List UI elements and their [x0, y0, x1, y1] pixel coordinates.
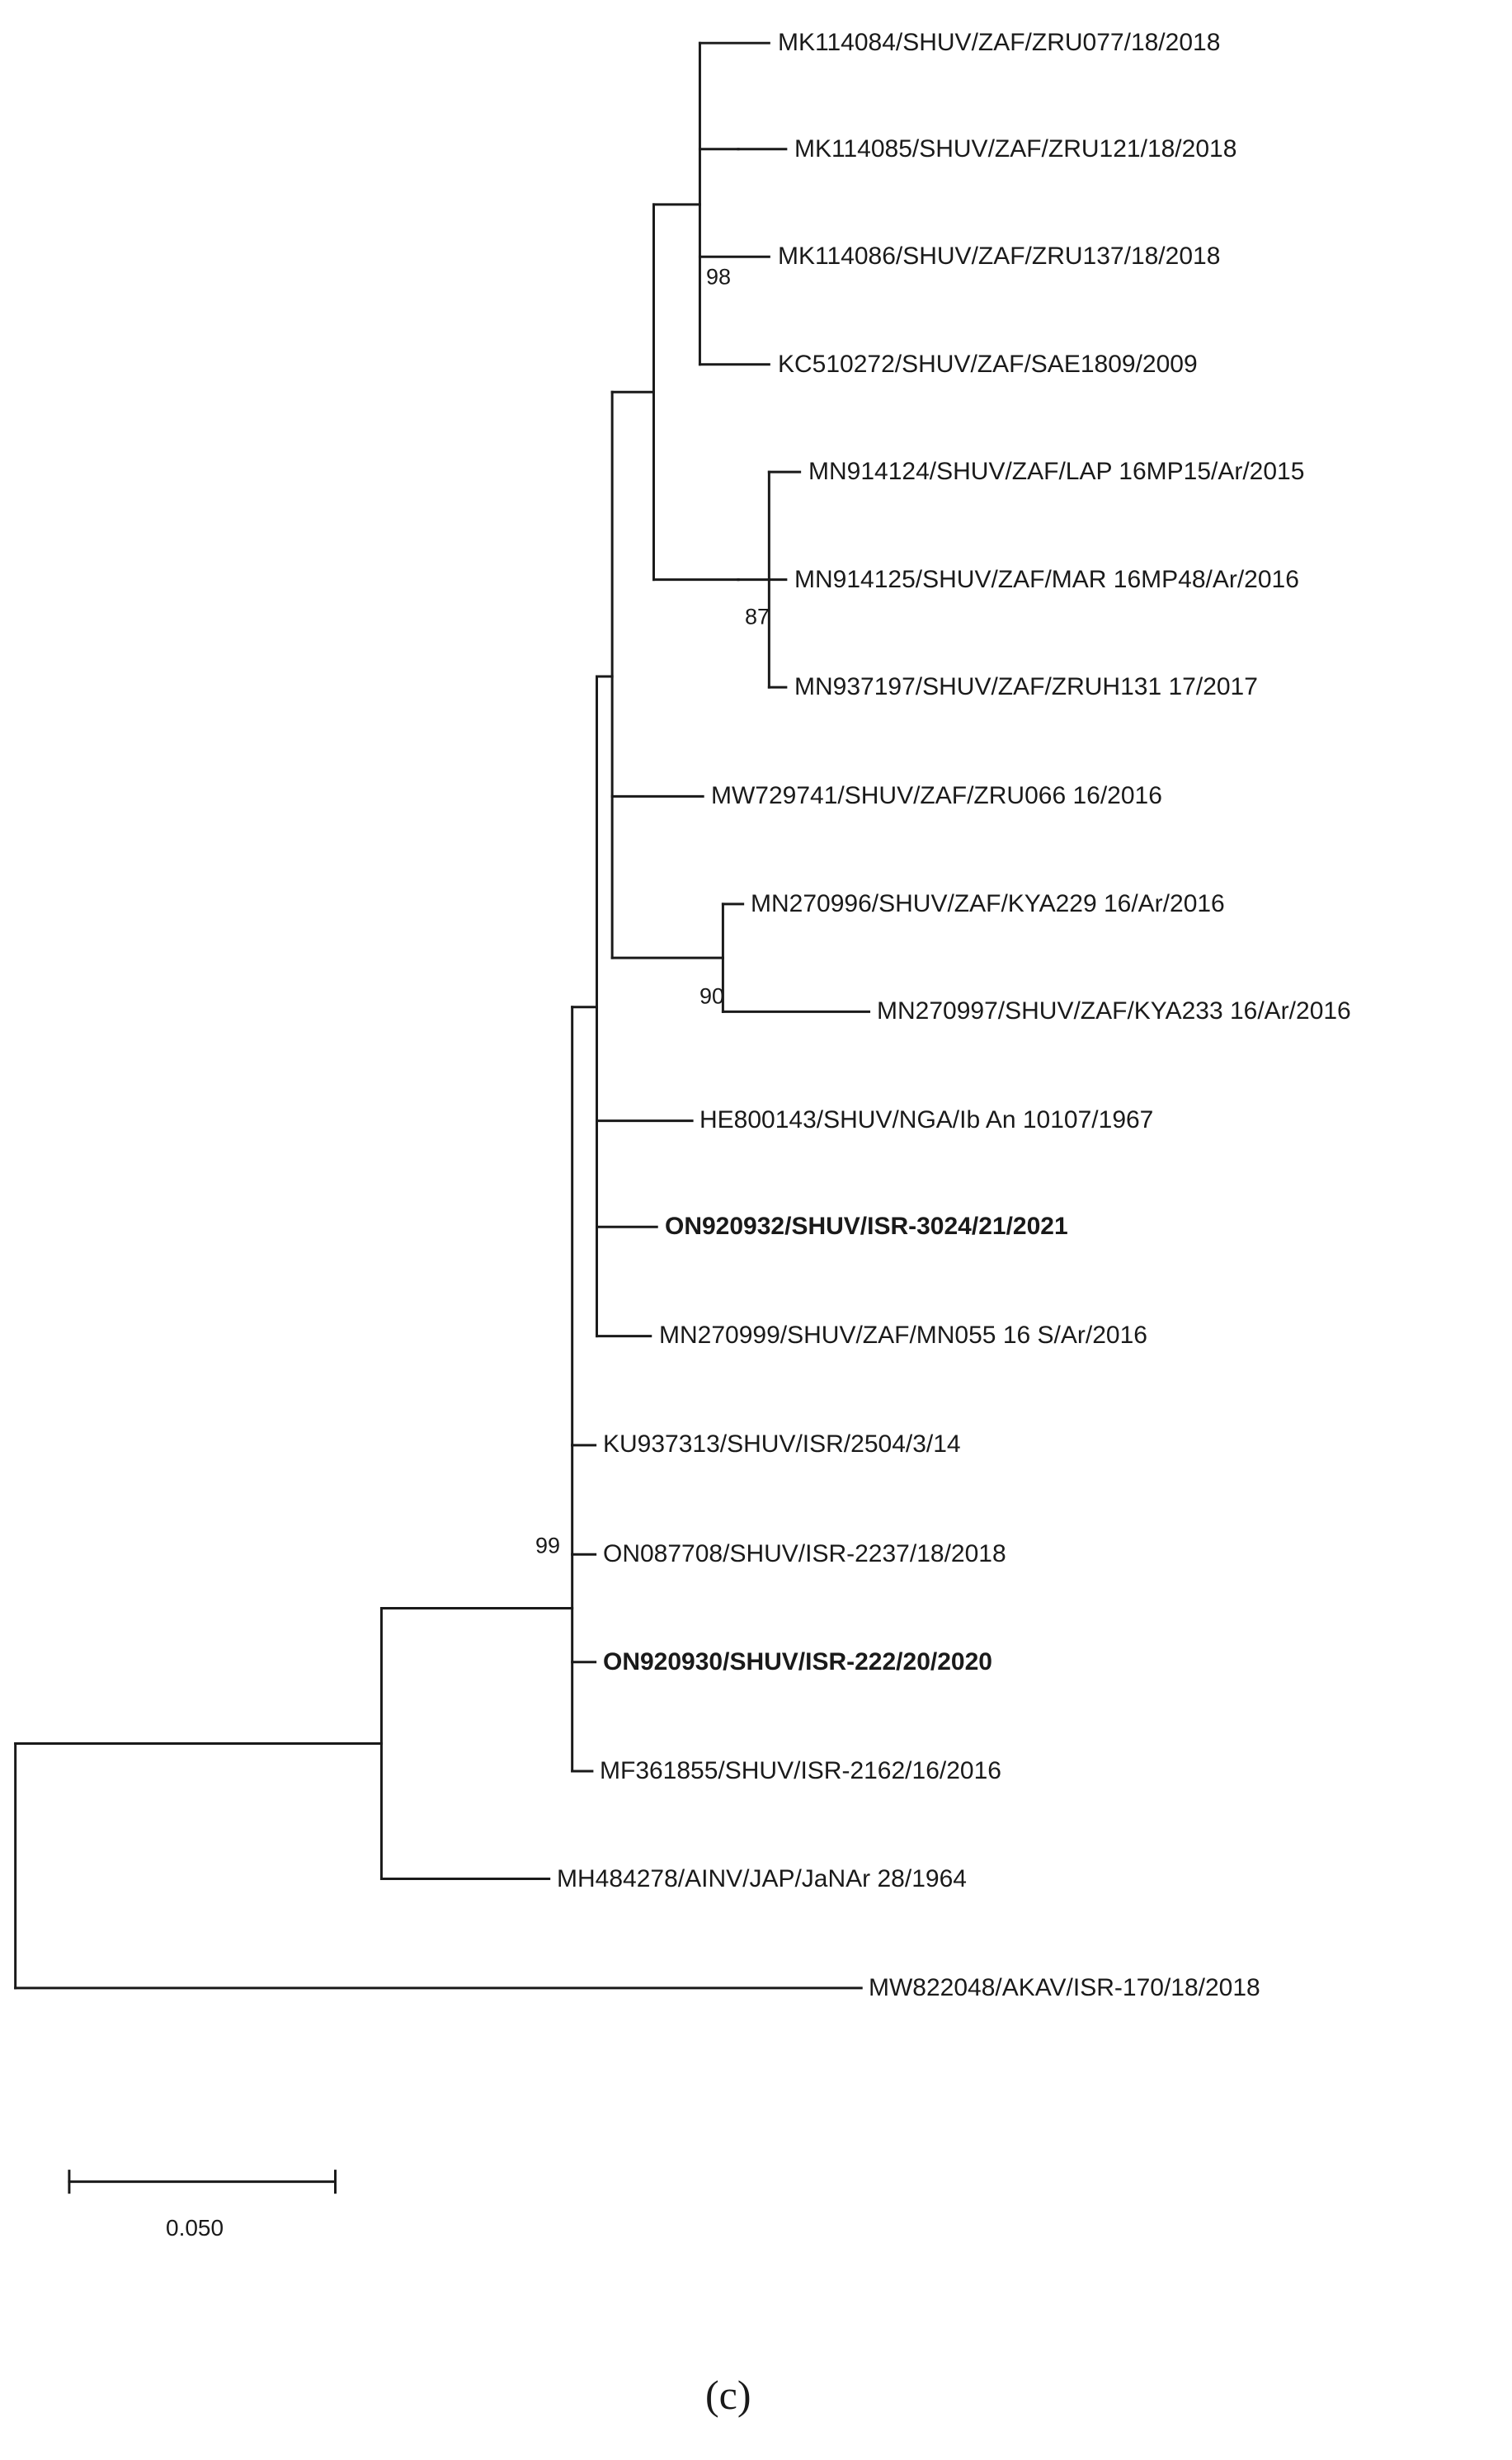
- taxon-label: KU937313/SHUV/ISR/2504/3/14: [603, 1430, 961, 1458]
- support-value: 87: [745, 604, 770, 629]
- taxon-label: KC510272/SHUV/ZAF/SAE1809/2009: [778, 351, 1198, 378]
- taxon-label: MK114086/SHUV/ZAF/ZRU137/18/2018: [778, 243, 1221, 270]
- panel-label: (c): [705, 2372, 751, 2418]
- taxon-label: MW729741/SHUV/ZAF/ZRU066 16/2016: [711, 782, 1162, 809]
- taxon-label: MN914124/SHUV/ZAF/LAP 16MP15/Ar/2015: [808, 458, 1305, 485]
- support-value: 98: [706, 264, 732, 290]
- taxon-label: MN270999/SHUV/ZAF/MN055 16 S/Ar/2016: [659, 1322, 1147, 1349]
- taxon-label: MH484278/AINV/JAP/JaNAr 28/1964: [557, 1865, 967, 1892]
- taxon-label: MN270996/SHUV/ZAF/KYA229 16/Ar/2016: [751, 890, 1225, 917]
- support-value: 90: [699, 983, 725, 1009]
- taxon-label: ON920930/SHUV/ISR-222/20/2020: [603, 1648, 992, 1675]
- taxon-label: HE800143/SHUV/NGA/Ib An 10107/1967: [699, 1106, 1154, 1133]
- scale-bar-label: 0.050: [166, 2215, 224, 2241]
- taxon-label: MW822048/AKAV/ISR-170/18/2018: [869, 1974, 1260, 2001]
- taxon-label: MF361855/SHUV/ISR-2162/16/2016: [600, 1757, 1001, 1784]
- taxon-label: ON920932/SHUV/ISR-3024/21/2021: [665, 1213, 1068, 1240]
- taxon-label: MN270997/SHUV/ZAF/KYA233 16/Ar/2016: [877, 997, 1351, 1025]
- taxon-label: MK114084/SHUV/ZAF/ZRU077/18/2018: [778, 29, 1221, 56]
- taxon-label: MN914125/SHUV/ZAF/MAR 16MP48/Ar/2016: [794, 566, 1299, 593]
- taxon-label: MN937197/SHUV/ZAF/ZRUH131 17/2017: [794, 673, 1258, 700]
- taxon-label: ON087708/SHUV/ISR-2237/18/2018: [603, 1540, 1006, 1567]
- support-value: 99: [535, 1533, 561, 1558]
- taxon-label: MK114085/SHUV/ZAF/ZRU121/18/2018: [794, 135, 1237, 163]
